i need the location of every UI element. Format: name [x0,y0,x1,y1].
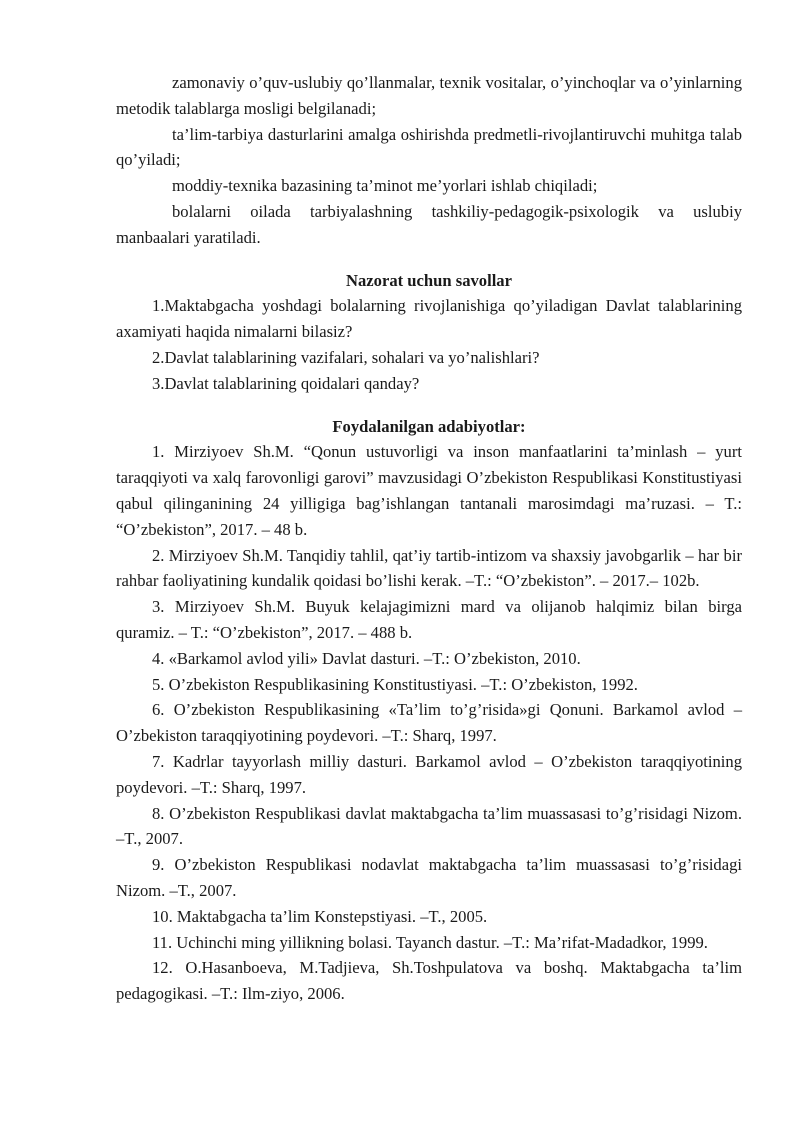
reference-item: 6. O’zbekiston Respublikasining «Ta’lim to’g’risida»gi Qonuni. Barkamol avlod – O’zbekiston taraqqiyotining poydevori. –T.: Sharq, 1997. [116,700,742,746]
question-item: 3.Davlat talablarining qoidalari qanday? [152,373,420,393]
intro-item: ta’lim-tarbiya dasturlarini amalga oshirishda predmetli-rivojlantiruvchi muhitga talab qo’yiladi; [116,124,742,170]
reference-item: 2. Mirziyoev Sh.M. Tanqidiy tahlil, qat’iy tartib-intizom va shaxsiy javobgarlik – har bir rahbar faoliyatining kundalik qoidasi bo’lishi kerak. –T.: “O’zbekiston”. – 2017.– 102b. [116,545,742,591]
document-page [116,70,742,1007]
intro-item: moddiy-texnika bazasining ta’minot me’yorlari ishlab chiqiladi; [172,176,598,196]
references-heading: Foydalanilgan adabiyotlar: [332,416,526,436]
question-item: 1.Maktabgacha yoshdagi bolalarning rivojlanishiga qo’yiladigan Davlat talablarining axamiyati haqida nimalarni bilasiz? [116,296,742,342]
intro-item: bolalarni oilada tarbiyalashning tashkiliy-pedagogik-psixologik va uslubiy manbaalari yaratiladi. [116,201,742,247]
reference-item: 4. «Barkamol avlod yili» Davlat dasturi. –T.: O’zbekiston, 2010. [152,648,581,668]
reference-item: 9. O’zbekiston Respublikasi nodavlat maktabgacha ta’lim muassasasi to’g’risidagi Nizom. –T., 2007. [116,855,742,900]
reference-item: 11. Uchinchi ming yillikning bolasi. Tayanch dastur. –T.: Ma’rifat-Madadkor, 1999. [152,932,708,952]
intro-item: zamonaviy o’quv-uslubiy qo’llanmalar, texnik vositalar, o’yinchoqlar va o’yinlarning metodik talablarga mosligi belgilanadi; [116,73,742,118]
questions-heading: Nazorat uchun savollar [346,270,512,290]
reference-item: 8. O’zbekiston Respublikasi davlat maktabgacha ta’lim muassasasi to’g’risidagi Nizom. –T., 2007. [116,803,742,849]
reference-item: 12. O.Hasanboeva, M.Tadjieva, Sh.Toshpulatova va boshq. Maktabgacha ta’lim pedagogikasi. –T.: Ilm-ziyo, 2006. [116,958,742,1004]
intro-list [116,70,742,251]
references-section [116,414,742,1007]
reference-item: 5. O’zbekiston Respublikasining Konstitustiyasi. –T.: O’zbekiston, 1992. [152,674,638,694]
reference-item: 3. Mirziyoev Sh.M. Buyuk kelajagimizni mard va olijanob halqimiz bilan birga quramiz. – T.: “O’zbekiston”, 2017. – 488 b. [116,597,742,642]
question-item: 2.Davlat talablarining vazifalari, sohalari va yo’nalishlari? [152,347,540,367]
reference-item: 10. Maktabgacha ta’lim Konstepstiyasi. –T., 2005. [152,906,488,926]
questions-section [116,268,742,397]
reference-item: 1. Mirziyoev Sh.M. “Qonun ustuvorligi va inson manfaatlarini ta’minlash – yurt taraqqiyoti va xalq farovonligi garovi” mavzusidagi O’zbekiston Respublikasi Konstitustiyasi qabul qilinganining 24 yilligiga bag’ishlangan tantanali marosimdagi ma’ruzasi. – T.: “O’zbekiston”, 2017. – 48 b. [116,442,742,539]
reference-item: 7. Kadrlar tayyorlash milliy dasturi. Barkamol avlod – O’zbekiston taraqqiyotining poydevori. –T.: Sharq, 1997. [116,751,742,797]
